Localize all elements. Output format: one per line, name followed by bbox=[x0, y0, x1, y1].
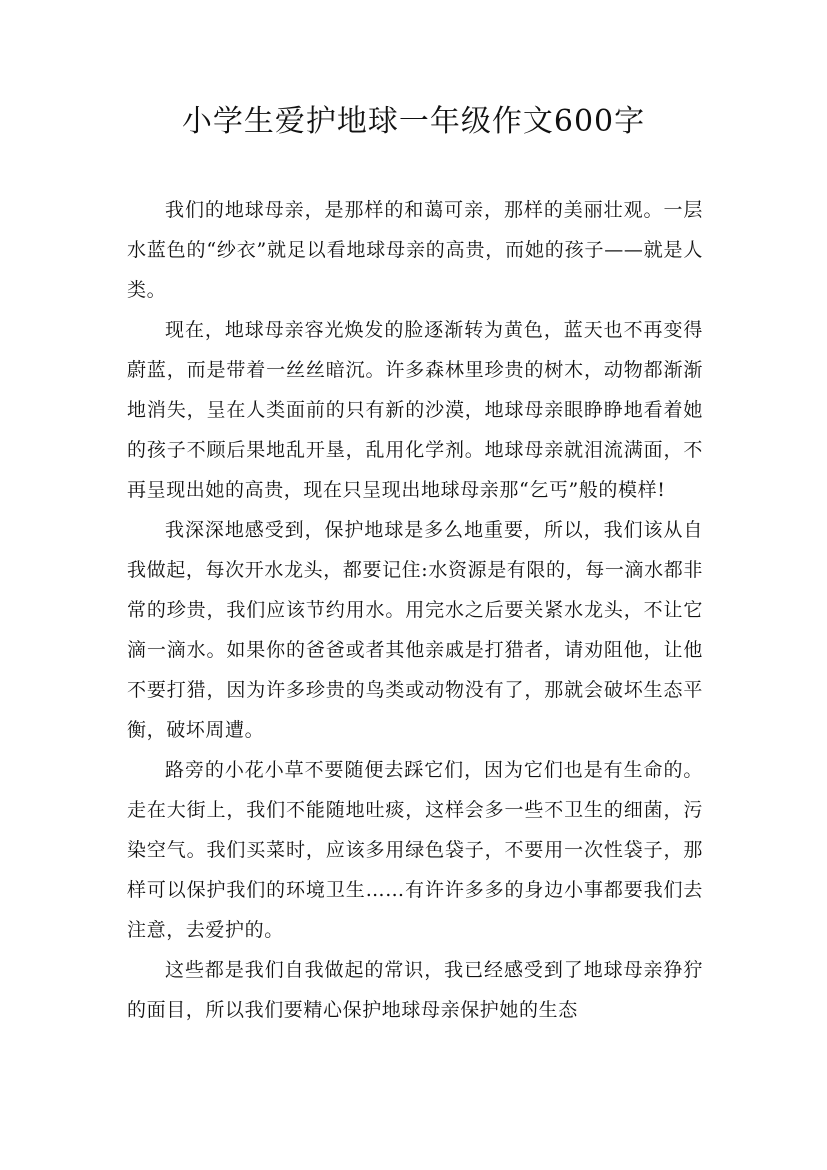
paragraph-1: 我们的地球母亲，是那样的和蔼可亲，那样的美丽壮观。一层水蓝色的“纱衣”就足以看地球母亲的高贵，而她的孩子——就是人类。 bbox=[127, 199, 703, 301]
paragraph-2: 现在，地球母亲容光焕发的脸逐渐转为黄色，蓝天也不再变得蔚蓝，而是带着一丝丝暗沉。许多森林里珍贵的树木，动物都渐渐地消失，呈在人类面前的只有新的沙漠，地球母亲眼睁睁地看着她的孩子不顾后果地乱开垦，乱用化学剂。地球母亲就泪流满面，不再呈现出她的高贵，现在只呈现出地球母亲那“乞丐”般的模样! bbox=[127, 319, 703, 501]
paragraph-3: 我深深地感受到，保护地球是多么地重要，所以，我们该从自我做起，每次开水龙头，都要记住:水资源是有限的，每一滴水都非常的珍贵，我们应该节约用水。用完水之后要关紧水龙头，不让它滴一滴水。如果你的爸爸或者其他亲戚是打猎者，请劝阻他，让他不要打猎，因为许多珍贵的鸟类或动物没有了，那就会破坏生态平衡，破坏周遭。 bbox=[127, 519, 703, 741]
document-body bbox=[127, 190, 703, 1030]
document-title: 小学生爱护地球一年级作文600字 bbox=[181, 104, 646, 139]
paragraph-4: 路旁的小花小草不要随便去踩它们，因为它们也是有生命的。走在大街上，我们不能随地吐痰，这样会多一些不卫生的细菌，污染空气。我们买菜时，应该多用绿色袋子，不要用一次性袋子，那样可以保护我们的环境卫生……有许许多多的身边小事都要我们去注意，去爱护的。 bbox=[127, 759, 703, 941]
paragraph-5: 这些都是我们自我做起的常识，我已经感受到了地球母亲狰狞的面目，所以我们要精心保护地球母亲保护她的生态 bbox=[127, 959, 703, 1021]
